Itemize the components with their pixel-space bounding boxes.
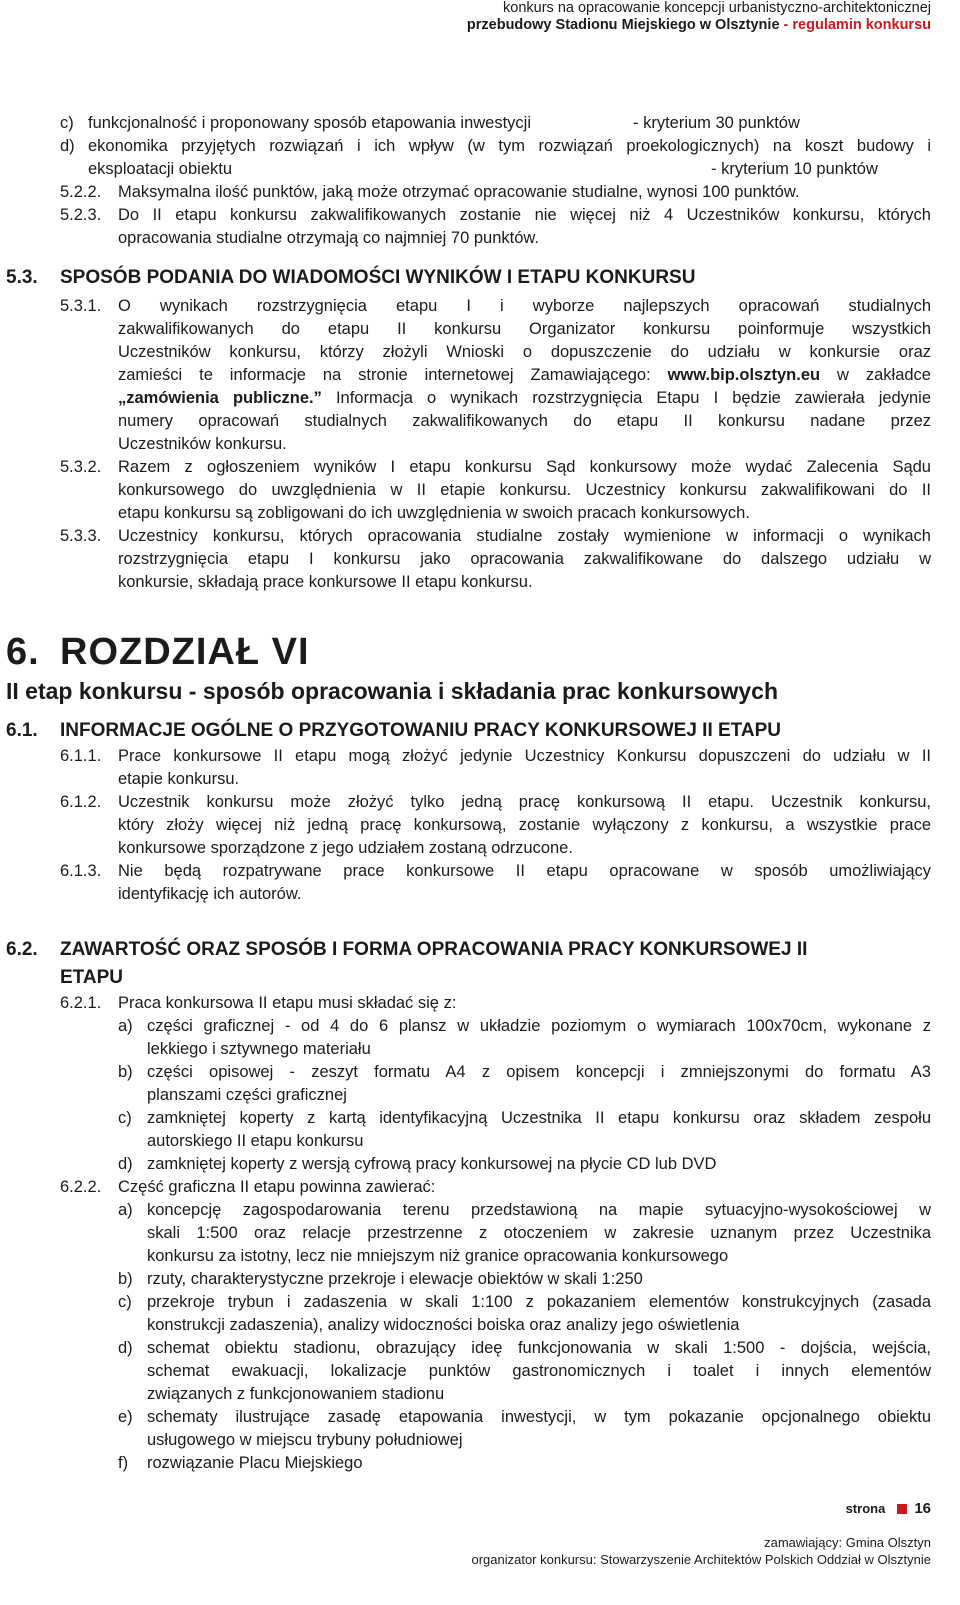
text-span: Informacja o wynikach rozstrzygnięcia Etapu I będzie zawierała jedynie — [321, 389, 931, 407]
paragraph-text: rozstrzygnięcia etapu I konkursu jako opracowania zakwalifikowane do dalszego udziału w — [118, 550, 931, 568]
list-label: d) — [60, 137, 75, 155]
criterion-text: ekonomika przyjętych rozwiązań i ich wpływ (w tym rozwiązań proekologicznych) na koszt budowy i — [88, 137, 931, 155]
header-regulations-label: regulamin konkursu — [792, 17, 931, 33]
list-item — [6, 1337, 931, 1360]
chapter-subtitle: II etap konkursu - sposób opracowania i składania prac konkursowych — [6, 678, 778, 704]
paragraph-text: etapie konkursu. — [118, 770, 240, 788]
paragraph-5-2-2 — [6, 181, 931, 204]
tab-name: „zamówienia publiczne.” — [118, 389, 322, 407]
paragraph-number: 5.2.3. — [60, 206, 102, 224]
list-label: c) — [118, 1109, 132, 1127]
red-square-icon — [897, 1504, 907, 1514]
list-label: b) — [118, 1270, 133, 1288]
paragraph-number: 6.1.2. — [60, 793, 102, 811]
section-number: 6.1. — [6, 720, 38, 741]
criterion-text: eksploatacji obiektu — [88, 160, 233, 178]
criterion-d — [6, 135, 931, 158]
list-text: skali 1:500 oraz relacje przestrzenne z otoczeniem w zakresie uznanym przez Uczestnika — [147, 1224, 931, 1242]
list-item — [6, 1015, 931, 1038]
document-body — [6, 112, 931, 1475]
list-text: konstrukcji zadaszenia), analizy widoczności boiska oraz analizy jego oświetlenia — [147, 1316, 740, 1334]
header-stadium-title: przebudowy Stadionu Miejskiego w Olsztynie — [466, 17, 780, 33]
list-text: schemat ewakuacji, lokalizacje punktów gastronomicznych i toalet i innych elementów — [147, 1362, 931, 1380]
paragraph-5-3-3 — [6, 525, 931, 548]
list-text: zamkniętej koperty z kartą identyfikacyjną Uczestnika II etapu konkursu oraz składem zespołu — [147, 1109, 931, 1127]
paragraph-number: 6.2.1. — [60, 994, 102, 1012]
paragraph-text — [118, 364, 931, 387]
list-item — [6, 1291, 931, 1314]
paragraph-number: 6.2.2. — [60, 1178, 102, 1196]
list-text: konkursu za istotny, lecz nie mniejszym niż granice opracowania konkursowego — [147, 1247, 729, 1265]
section-number: 5.3. — [6, 267, 38, 288]
list-text: autorskiego II etapu konkursu — [147, 1132, 364, 1150]
list-label: a) — [118, 1017, 133, 1035]
page-number-block — [846, 1500, 931, 1517]
header-subtitle — [467, 17, 931, 34]
paragraph-text: Uczestnicy konkursu, których opracowania studialne zostały wymienione w informacji o wynikach — [118, 527, 931, 545]
list-text: schematy ilustrujące zasadę etapowania inwestycji, w tym pokazanie opcjonalnego obiektu — [147, 1408, 931, 1426]
criterion-d-cont — [6, 158, 931, 181]
list-label: f) — [118, 1454, 129, 1472]
paragraph-text: Prace konkursowe II etapu mogą złożyć jedynie Uczestnicy Konkursu dopuszczeni do udziału w II — [118, 747, 931, 765]
section-number: 6.2. — [6, 939, 38, 960]
paragraph-text: konkursie, składają prace konkursowe II etapu konkursu. — [118, 573, 533, 591]
paragraph-text: Część graficzna II etapu powinna zawierać: — [118, 1178, 436, 1196]
paragraph-number: 5.3.3. — [60, 527, 102, 545]
list-item — [6, 1107, 931, 1130]
list-text: przekroje trybun i zadaszenia w skali 1:100 z pokazaniem elementów konstrukcyjnych (zasada — [147, 1293, 931, 1311]
paragraph-number: 5.2.2. — [60, 183, 102, 201]
chapter-number: 6. — [6, 631, 40, 673]
list-text: części graficznej - od 4 do 6 plansz w układzie poziomym o wymiarach 100x70cm, wykonane z — [147, 1017, 931, 1035]
header-separator: - — [779, 17, 793, 33]
paragraph-text: Nie będą rozpatrywane prace konkursowe II etapu opracowane w sposób umożliwiający — [118, 862, 931, 880]
website-link[interactable]: www.bip.olsztyn.eu — [667, 366, 821, 384]
paragraph-5-2-3 — [6, 204, 931, 227]
list-text: usługowego w miejscu trybuny południowej — [147, 1431, 463, 1449]
paragraph-number: 6.1.1. — [60, 747, 102, 765]
paragraph-text: etapu konkursu są zobligowani do ich uwzględnienia w swoich pracach konkursowych. — [118, 504, 750, 522]
paragraph-number: 5.3.1. — [60, 297, 102, 315]
paragraph-text: Do II etapu konkursu zakwalifikowanych zostanie nie więcej niż 4 Uczestników konkursu, których — [118, 206, 931, 224]
paragraph-number: 6.1.3. — [60, 862, 102, 880]
header-competition-title: konkurs na opracowanie koncepcji urbanistyczno-architektonicznej — [503, 0, 931, 16]
list-text: rzuty, charakterystyczne przekroje i elewacje obiektów w skali 1:250 — [147, 1270, 643, 1288]
list-item — [6, 1153, 931, 1176]
list-item — [6, 1061, 931, 1084]
list-item — [6, 1268, 931, 1291]
section-heading-6-2 — [6, 936, 931, 964]
list-label: a) — [118, 1201, 133, 1219]
paragraph-6-2-1 — [6, 992, 931, 1015]
paragraph-6-2-2 — [6, 1176, 931, 1199]
list-text: planszami części graficznej — [147, 1086, 347, 1104]
paragraph-text: Uczestników konkursu. — [118, 435, 287, 453]
paragraph-text: identyfikację ich autorów. — [118, 885, 302, 903]
paragraph-text: Praca konkursowa II etapu musi składać się z: — [118, 994, 457, 1012]
criterion-score: - kryterium 30 punktów — [633, 114, 800, 132]
list-item — [6, 1199, 931, 1222]
page-number: 16 — [914, 1500, 931, 1517]
footer-organizer: organizator konkursu: Stowarzyszenie Architektów Polskich Oddział w Olsztynie — [471, 1552, 931, 1567]
paragraph-5-3-2 — [6, 456, 931, 479]
criterion-c — [6, 112, 931, 135]
paragraph-text: Uczestnik konkursu może złożyć tylko jedną pracę konkursową II etapu. Uczestnik konkursu, — [118, 793, 931, 811]
section-title: INFORMACJE OGÓLNE O PRZYGOTOWANIU PRACY KONKURSOWEJ II ETAPU — [60, 720, 781, 741]
list-label: d) — [118, 1339, 133, 1357]
paragraph-text — [118, 387, 931, 410]
section-title: SPOSÓB PODANIA DO WIADOMOŚCI WYNIKÓW I ETAPU KONKURSU — [60, 267, 696, 288]
paragraph-5-3-1 — [6, 295, 931, 318]
paragraph-text: Uczestników konkursu, którzy złożyli Wnioski o dopuszczenie do udziału w konkursie oraz — [118, 343, 931, 361]
list-label: b) — [118, 1063, 133, 1081]
paragraph-text: opracowania studialne otrzymają co najmniej 70 punktów. — [118, 229, 539, 247]
page-header — [467, 0, 931, 34]
section-title: ETAPU — [60, 967, 123, 988]
footer-client: zamawiający: Gmina Olsztyn — [764, 1535, 931, 1550]
list-item — [6, 1406, 931, 1429]
list-label: c) — [118, 1293, 132, 1311]
paragraph-text: konkursowe sporządzone z jego udziałem zostaną odrzucone. — [118, 839, 573, 857]
list-label: c) — [60, 114, 74, 132]
paragraph-6-1-2 — [6, 791, 931, 814]
chapter-heading — [6, 630, 931, 676]
list-text: lekkiego i sztywnego materiału — [147, 1040, 371, 1058]
paragraph-text: konkursowego do uwzględnienia w II etapie konkursu. Uczestnicy konkursu zakwalifikowani do II — [118, 481, 931, 499]
list-text: schemat obiektu stadionu, obrazujący ideę funkcjonowania w skali 1:500 - dojścia, wejścia, — [147, 1339, 931, 1357]
list-text: części opisowej - zeszyt formatu A4 z opisem koncepcji i zmniejszonymi do formatu A3 — [147, 1063, 931, 1081]
criterion-score: - kryterium 10 punktów — [711, 160, 878, 178]
list-text: koncepcję zagospodarowania terenu przedstawioną na mapie sytuacyjno-wysokościowej w — [147, 1201, 931, 1219]
list-text: rozwiązanie Placu Miejskiego — [147, 1454, 363, 1472]
paragraph-number: 5.3.2. — [60, 458, 102, 476]
paragraph-text: numery opracowań studialnych zakwalifikowanych do etapu II konkursu nadane przez — [118, 412, 931, 430]
page-label: strona — [845, 1501, 886, 1516]
list-label: e) — [118, 1408, 133, 1426]
page-footer — [471, 1534, 931, 1568]
paragraph-text: Maksymalna ilość punktów, jaką może otrzymać opracowanie studialne, wynosi 100 punktów. — [118, 183, 800, 201]
paragraph-5-2-3-cont — [6, 227, 931, 250]
paragraph-text: zakwalifikowanych do etapu II konkursu Organizator konkursu poinformuje wszystkich — [118, 320, 931, 338]
section-heading-6-1 — [6, 717, 931, 745]
paragraph-text: Razem z ogłoszeniem wyników I etapu konkursu Sąd konkursowy może wydać Zalecenia Sądu — [118, 458, 931, 476]
paragraph-text: O wynikach rozstrzygnięcia etapu I i wyborze najlepszych opracowań studialnych — [118, 297, 931, 315]
paragraph-6-1-1 — [6, 745, 931, 768]
list-item — [6, 1452, 931, 1475]
section-heading-5-3 — [6, 264, 931, 292]
list-label: d) — [118, 1155, 133, 1173]
chapter-title: ROZDZIAŁ VI — [60, 631, 310, 673]
text-span: w zakładce — [820, 366, 931, 384]
criterion-text: funkcjonalność i proponowany sposób etapowania inwestycji — [88, 114, 532, 132]
list-text: zamkniętej koperty z wersją cyfrową pracy konkursowej na płycie CD lub DVD — [147, 1155, 717, 1173]
list-text: związanych z funkcjonowaniem stadionu — [147, 1385, 445, 1403]
text-span: zamieści te informacje na stronie internetowej Zamawiającego: — [118, 366, 668, 384]
section-title: ZAWARTOŚĆ ORAZ SPOSÓB I FORMA OPRACOWANIA PRACY KONKURSOWEJ II — [60, 939, 808, 960]
paragraph-6-1-3 — [6, 860, 931, 883]
paragraph-text: który złoży więcej niż jedną pracę konkursową, zostanie wyłączony z konkursu, a wszystkie prace — [118, 816, 931, 834]
section-heading-6-2-cont — [6, 964, 931, 992]
